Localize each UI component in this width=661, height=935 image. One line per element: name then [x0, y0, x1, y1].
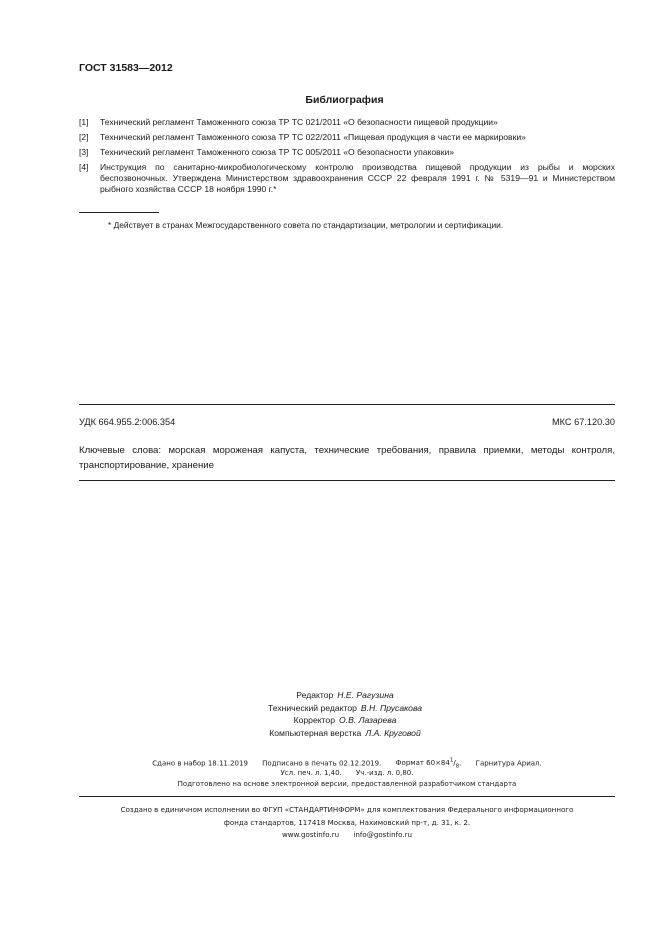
section-divider-top: [79, 404, 615, 405]
bibliography-item: [79, 147, 615, 158]
layout-label: Компьютерная верстка: [269, 727, 362, 738]
bibliography-item-text: Технический регламент Таможенного союза ТР ТС 021/2011 «О безопасности пищевой продукции»: [100, 117, 498, 127]
corrector-row: [230, 714, 460, 727]
bibliography-item-number: [4]: [79, 162, 89, 172]
editorial-staff: [230, 689, 460, 739]
bibliography-item-number: [3]: [79, 147, 89, 157]
bibliography-list: [79, 117, 615, 199]
tech-editor-row: [230, 702, 460, 715]
corrector-label: Корректор: [293, 715, 335, 726]
bibliography-item-number: [1]: [79, 117, 89, 127]
standard-code: ГОСТ 31583—2012: [79, 62, 173, 74]
bibliography-item: [79, 132, 615, 143]
layout-name: Л.А. Круговой: [365, 727, 421, 738]
mks-code: МКС 67.120.30: [552, 417, 615, 427]
paper-format: Формат $60\times 84^1/_8$: [395, 758, 460, 770]
publishing-sheets: Уч.-изд. л. 0,80.: [356, 769, 414, 777]
footnote-divider: [79, 212, 159, 213]
publisher-info: [79, 804, 615, 842]
section-divider-bottom: [79, 480, 615, 481]
layout-row: [230, 727, 460, 740]
created-line-2: фонда стандартов, 117418 Москва, Нахимовский пр-т, д. 31, к. 2.: [223, 817, 471, 827]
bibliography-item-text: Инструкция по санитарно-микробиологическому контролю производства пищевой продукции из рыбы и морских беспозвоночных. Утверждена Министерством здравоохранения СССР 22 февраля 1991 г. № 5319—91 и Министерством рыбного хозяйства СССР 18 ноября 1990 г.*: [100, 162, 615, 194]
editor-row: [230, 689, 460, 702]
typeface: Гарнитура Ариал.: [475, 759, 542, 768]
udk-code: УДК 664.955.2:006.354: [79, 417, 176, 427]
publishing-line-1: Сдано в набор 18.11.2019 Подписано в печать 02.12.2019. Формат $60\times 84^1/_8$. Гарнитура Ариал.: [152, 758, 542, 770]
signed-date: Подписано в печать 02.12.2019.: [262, 759, 382, 768]
prepared-note: Подготовлено на основе электронной версии, предоставленной разработчиком стандарта: [177, 780, 517, 788]
typeset-date: Сдано в набор 18.11.2019: [152, 759, 248, 768]
bibliography-item-number: [2]: [79, 132, 89, 142]
bibliography-item: [79, 117, 615, 128]
editor-label: Редактор: [296, 690, 334, 700]
tech-editor-label: Технический редактор: [267, 702, 357, 713]
bibliography-title: Библиография: [305, 94, 384, 106]
bibliography-item-text: Технический регламент Таможенного союза ТР ТС 005/2011 «О безопасности упаковки»: [100, 147, 455, 157]
website-link[interactable]: www.gostinfo.ru: [281, 830, 340, 839]
footnote: * Действует в странах Межгосударственного совета по стандартизации, метрологии и сертификации.: [108, 220, 504, 230]
contacts: [79, 829, 615, 842]
keywords: Ключевые слова: морская мороженая капуста, технические требования, правила приемки, методы контроля, транспортирование, хранение: [79, 445, 615, 471]
corrector-name: О.В. Лазарева: [339, 715, 397, 726]
created-line-1: Создано в единичном исполнении во ФГУП «СТАНДАРТИНФОРМ» для комплектования Федерального информационного: [120, 805, 574, 814]
tech-editor-name: В.Н. Прусакова: [360, 702, 423, 713]
email-link[interactable]: info@gostinfo.ru: [353, 830, 413, 839]
bibliography-item: [79, 162, 615, 195]
bibliography-item-text: Технический регламент Таможенного союза ТР ТС 022/2011 «Пищевая продукция в части ее маркировки»: [100, 132, 526, 142]
print-sheets: Усл. печ. л. 1,40.: [280, 769, 342, 777]
editor-name: Н.Е. Рагузина: [337, 690, 394, 700]
publisher-divider: [79, 796, 615, 797]
